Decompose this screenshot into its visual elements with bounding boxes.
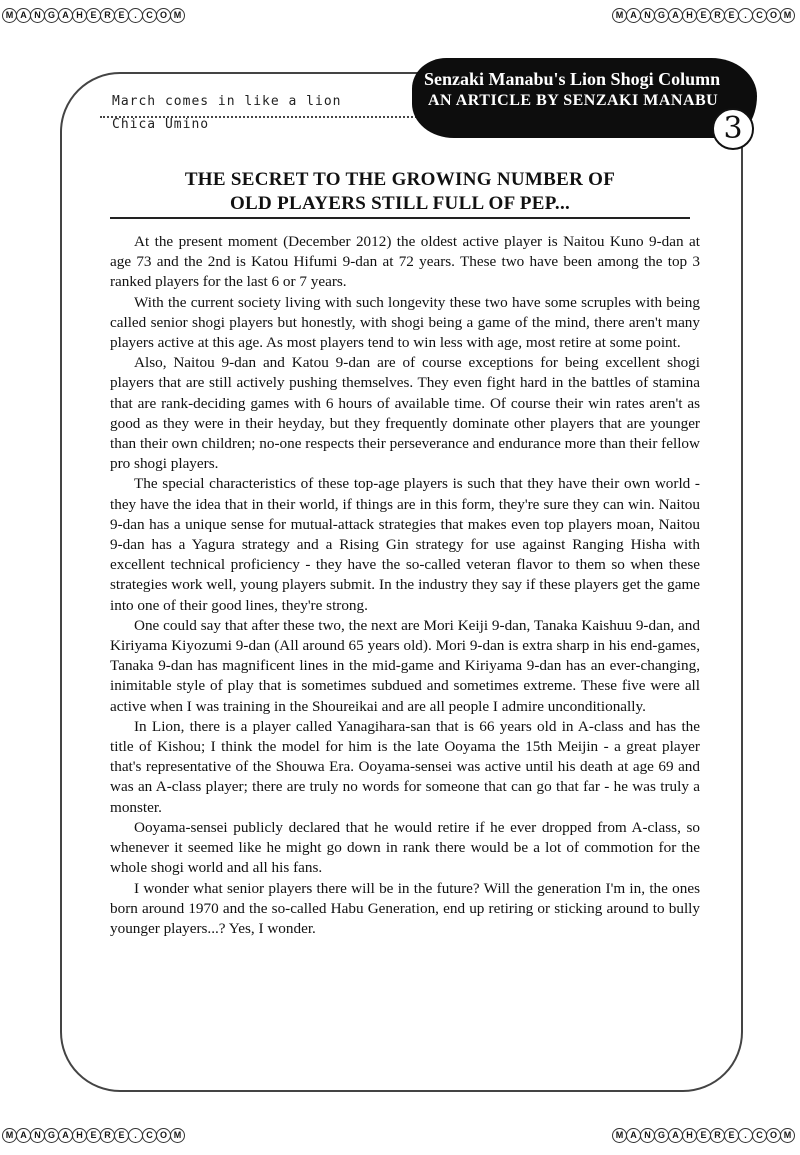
paragraph: At the present moment (December 2012) the oldest active player is Naitou Kuno 9-dan at age 73 and the 2nd is Katou Hifumi 9-dan at 72 years. These two have been among the top 3 ranked players for the last 6 or 7 years. — [110, 233, 700, 291]
watermark-glyph: A — [16, 8, 31, 23]
watermark-glyph: M — [2, 1128, 17, 1143]
watermark-glyph: R — [710, 8, 725, 23]
watermark-glyph: E — [86, 1128, 101, 1143]
headline-line-2: OLD PLAYERS STILL FULL OF PEP... — [229, 193, 571, 214]
watermark-glyph: N — [640, 1128, 655, 1143]
watermark-glyph: G — [654, 1128, 669, 1143]
watermark-glyph: E — [724, 8, 739, 23]
watermark-glyph: N — [640, 8, 655, 23]
paragraph: I wonder what senior players there will be in the future? Will the generation I'm in, the ones born around 1970 and the so-called Habu Generation, end up retiring or sticking around to bully younger players...? Yes, I wonder. — [110, 879, 700, 937]
watermark-glyph: . — [128, 8, 143, 23]
watermark-glyph: G — [44, 1128, 59, 1143]
watermark-glyph: E — [114, 8, 129, 23]
watermark-bottom-right — [612, 1128, 794, 1143]
watermark-top-left — [2, 8, 184, 23]
watermark-glyph: C — [752, 1128, 767, 1143]
watermark-glyph: E — [696, 1128, 711, 1143]
headline-rule — [110, 217, 690, 219]
watermark-glyph: R — [710, 1128, 725, 1143]
watermark-glyph: M — [2, 8, 17, 23]
watermark-glyph: A — [626, 8, 641, 23]
paragraph: Ooyama-sensei publicly declared that he would retire if he ever dropped from A-class, so whenever it seemed like he might go down in rank there would be a lot of commotion for the whole shogi world and all his fans. — [110, 818, 700, 877]
watermark-bottom-left — [2, 1128, 184, 1143]
article-headline — [150, 168, 650, 216]
dotted-divider — [100, 116, 420, 118]
paragraph: In Lion, there is a player called Yanagihara-san that is 66 years old in A-class and has the title of Kishou; I think the model for him is the late Ooyama the 15th Meijin - a great player that's representative of the Shouwa Era. Ooyama-sensei was active until his death at age 69 and was an A-class player; there are truly no words for someone that can go that far - he was truly a monster. — [110, 717, 700, 816]
watermark-glyph: . — [128, 1128, 143, 1143]
column-title: Senzaki Manabu's Lion Shogi Column — [424, 69, 721, 89]
watermark-glyph: N — [30, 8, 45, 23]
author-name: Chica Umino — [112, 117, 210, 132]
watermark-glyph: A — [626, 1128, 641, 1143]
column-byline: AN ARTICLE BY SENZAKI MANABU — [428, 92, 719, 109]
watermark-glyph: R — [100, 1128, 115, 1143]
watermark-glyph: M — [780, 8, 795, 23]
watermark-glyph: A — [668, 8, 683, 23]
series-header — [112, 94, 342, 132]
watermark-glyph: M — [780, 1128, 795, 1143]
watermark-glyph: E — [114, 1128, 129, 1143]
watermark-top-right — [612, 8, 794, 23]
watermark-glyph: . — [738, 8, 753, 23]
watermark-glyph: O — [156, 8, 171, 23]
watermark-glyph: H — [682, 1128, 697, 1143]
watermark-glyph: H — [682, 8, 697, 23]
watermark-glyph: O — [766, 1128, 781, 1143]
watermark-glyph: G — [654, 8, 669, 23]
series-title: March comes in like a lion — [112, 94, 342, 109]
watermark-glyph: M — [612, 1128, 627, 1143]
watermark-glyph: A — [668, 1128, 683, 1143]
paragraph: The special characteristics of these top-age players is such that they have their own world - they have the idea that in their world, if things are in this form, they're sure they can win. Naitou 9-dan has a unique sense for mutual-attack strategies that makes even top players moan, Naitou 9-dan has a Yagura strategy and a Rising Gin strategy for use against Ranging Hisha with excellent technical proficiency - they have the so-called veteran flavor to them so when these strategies work well, young players submit. In the industry they say if these players get the game into one of their good lines, they're strong. — [110, 475, 700, 614]
watermark-glyph: E — [724, 1128, 739, 1143]
watermark-glyph: A — [58, 1128, 73, 1143]
column-number-badge: 3 — [712, 108, 754, 150]
watermark-glyph: C — [142, 1128, 157, 1143]
watermark-glyph: N — [30, 1128, 45, 1143]
watermark-glyph: M — [170, 8, 185, 23]
paragraph: Also, Naitou 9-dan and Katou 9-dan are of course exceptions for being excellent shogi players that are still actively pushing themselves. They even fight hard in the battles of stamina that are rank-deciding games with 6 hours of available time. Of course their win rates aren't as good as they were in their heyday, but they frequently dominate other players that are younger than their own children; no-one respects their perseverance and endurance more than their fellow pro shogi players. — [110, 354, 700, 473]
watermark-glyph: A — [16, 1128, 31, 1143]
headline-line-1: THE SECRET TO THE GROWING NUMBER OF — [184, 169, 616, 190]
watermark-glyph: A — [58, 8, 73, 23]
paragraph: With the current society living with such longevity these two have some scruples with being called senior shogi players but honestly, with shogi being a game of the mind, there aren't many players active at this age. As most players tend to win less with age, most retire at some point. — [110, 293, 700, 352]
watermark-glyph: H — [72, 8, 87, 23]
watermark-glyph: C — [752, 8, 767, 23]
watermark-glyph: M — [170, 1128, 185, 1143]
watermark-glyph: M — [612, 8, 627, 23]
watermark-glyph: R — [100, 8, 115, 23]
watermark-glyph: O — [766, 8, 781, 23]
watermark-glyph: E — [86, 8, 101, 23]
watermark-glyph: G — [44, 8, 59, 23]
watermark-glyph: H — [72, 1128, 87, 1143]
watermark-glyph: O — [156, 1128, 171, 1143]
watermark-glyph: C — [142, 8, 157, 23]
article-body — [110, 232, 700, 939]
watermark-glyph: E — [696, 8, 711, 23]
paragraph: One could say that after these two, the next are Mori Keiji 9-dan, Tanaka Kaishuu 9-dan, and Kiriyama Kiyozumi 9-dan (All around 65 years old). Mori 9-dan is extra sharp in his end-games, Tanaka 9-dan has magnificent lines in the mid-game and Kiriyama 9-dan has an ever-changing, inimitable style of play that is sometimes subdued and sometimes extreme. These five were all active when I was training in the Shoureikai and are all people I admire unconditionally. — [110, 616, 700, 715]
watermark-glyph: . — [738, 1128, 753, 1143]
